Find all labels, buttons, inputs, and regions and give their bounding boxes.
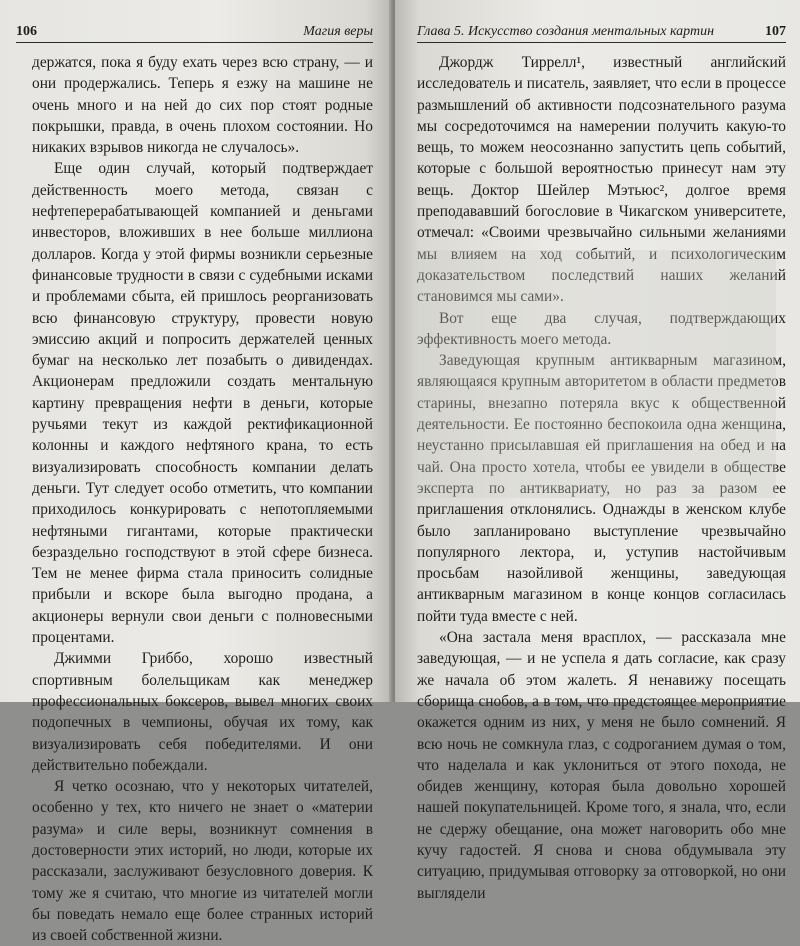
paragraph: Джимми Гриббо, хорошо известный спортивным болельщикам как менеджер профессиональных боксеров, вывел многих своих подопечных в чемпионы, обучая их тому, как визуализировать себя победителями. И они действительно побеждали. xyxy=(32,650,373,774)
paragraph: Вот еще два случая, подтверждающих эффективность моего метода. xyxy=(417,309,786,348)
paragraph: «Она застала меня врасплох, — рассказала мне заведующая, — и не успела я дать согласие, как сразу же начала об этом жалеть. Я ненавижу посещать сборища снобов, а в том, что предстоящее мероприятие окажется одним из них, у меня не было сомнений. Я всю ночь не сомкнула глаз, с содроганием думая о том, что наделала и как уклониться от этого похода, не обидев женщину, которая была довольно хорошей нашей покупательницей. Кроме того, я знала, что, если не сдержу обещание, она может наговорить обо мне кучу гадостей. Я снова и снова обдумывала эту ситуацию, придумывая отговорку за отговоркой, но они выглядели xyxy=(417,629,786,902)
right-page-number: 107 xyxy=(765,24,786,39)
left-page-number: 106 xyxy=(16,24,37,39)
paragraph: держатся, пока я буду ехать через всю страну, — и они продержались. Теперь я езжу на машине не очень много и на ней до сих пор стоят родные покрышки, правда, в очень плохом состоянии. Но никаких взрывов никогда не случалось». xyxy=(32,54,373,157)
left-running-header: Магия веры xyxy=(303,24,373,39)
right-page-header xyxy=(417,24,786,43)
left-page xyxy=(0,0,393,945)
paragraph: Джордж Тиррелл¹, известный английский исследователь и писатель, заявляет, что если в процессе размышлений об активности подсознательного разума мы сосредоточимся на намерении получить какую-то вещь, то можем неосознанно запустить цепь событий, которые с большой вероятностью принесут нам эту вещь. Доктор Шейлер Мэтьюс², долгое время преподававший богословие в Чикагском университете, отмечал: «Своими чрезвычайно сильными желаниями мы влияем на ход событий, и психологическим доказательством последствий наших желаний становимся мы сами». xyxy=(417,54,786,306)
paragraph: Еще один случай, который подтверждает действенность моего метода, связан с нефтеперерабатывающей компанией и деньгами инвесторов, вложивших в нее больше миллиона долларов. Когда у этой фирмы возникли серьезные финансовые трудности в связи с судебными исками и проблемами сбыта, ей пришлось реорганизовать всю финансовую структуру, провести новую эмиссию акций и попросить держателей ценных бумаг на несколько лет позабыть о дивидендах. Акционерам предложили создать ментальную картину превращения нефти в деньги, которые ручьями текут из каждой ректификационной колонны и каждого нефтяного крана, то есть визуализировать способность компании делать деньги. Тут следует особо отметить, что компании приходилось конкурировать с непотопляемыми нефтяными гигантами, которые практически безраздельно господствуют в этой сфере бизнеса. Тем не менее фирма стала приносить солидные прибыли и вскоре была выгодно продана, а акционеры вернули свои деньги с полновесными процентами. xyxy=(32,160,373,647)
right-page-text xyxy=(417,52,786,904)
paragraph: Заведующая крупным антикварным магазином, являющаяся крупным авторитетом в области предметов старины, внезапно потеряла вкус к общественной деятельности. Ее постоянно беспокоила одна женщина, неустанно присылавшая ей приглашения на обед и на чай. Она просто хотела, чтобы ее увидели в обществе эксперта по антиквариату, но раз за разом ее приглашения отклонялись. Однажды в женском клубе было запланировано выступление чрезвычайно популярного лектора, и, уступив настойчивым просьбам назойливой женщины, заведующая антикварным магазином в конце концов согласилась пойти туда вместе с ней. xyxy=(417,352,786,625)
right-running-header: Глава 5. Искусство создания ментальных картин xyxy=(417,24,715,39)
right-page xyxy=(395,0,800,902)
left-page-text xyxy=(32,52,373,946)
paragraph: Я четко осознаю, что у некоторых читателей, особенно у тех, кто ничего не знает о «материи разума» и силе веры, возникнут сомнения в достоверности этих историй, но люди, которые их рассказали, заслуживают безусловного доверия. К тому же я считаю, что многие из читателей могли бы поведать немало еще более странных историй из своей собственной жизни. xyxy=(32,778,373,945)
left-page-header xyxy=(16,24,373,43)
